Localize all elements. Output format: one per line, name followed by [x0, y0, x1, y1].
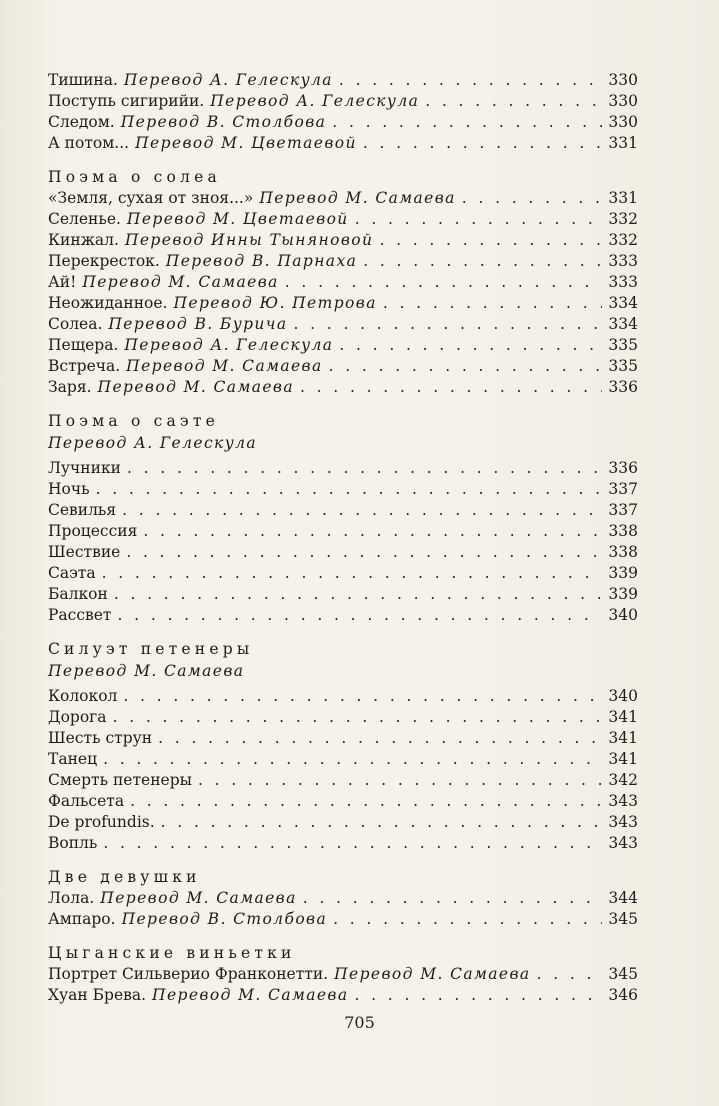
dot-leader: [102, 563, 602, 584]
entry-page: 337: [608, 501, 638, 519]
entry-page: 336: [608, 459, 638, 477]
toc-entry: [48, 985, 638, 1006]
toc-entry: [48, 314, 638, 335]
toc-entry: [48, 230, 638, 251]
toc-entry: [48, 335, 638, 356]
dot-leader: [329, 356, 602, 377]
entry-page: 340: [608, 687, 638, 705]
entry-page: 337: [608, 480, 638, 498]
entry-title: Процессия: [48, 522, 138, 540]
section-heading: Две девушки: [48, 868, 201, 886]
entry-title: Смерть петенеры: [48, 771, 192, 789]
entry-title: Неожиданное.: [48, 294, 168, 312]
entry-translator: Перевод М. Самаева: [152, 986, 349, 1004]
dot-leader: [103, 833, 602, 854]
toc-entry: [48, 356, 638, 377]
section-gap: [48, 398, 638, 406]
entry-page: 330: [608, 71, 638, 89]
entry-page: 330: [608, 92, 638, 110]
entry-page: 341: [608, 729, 638, 747]
dot-leader: [379, 230, 602, 251]
entry-title: Лучники: [48, 459, 121, 477]
section-gap: [48, 930, 638, 938]
entry-page: 332: [608, 231, 638, 249]
section-translator: Перевод А. Гелескула: [48, 434, 257, 452]
dot-leader: [158, 728, 602, 749]
dot-leader: [143, 521, 602, 542]
entry-translator: Перевод В. Бурича: [108, 315, 288, 333]
entry-page: 331: [608, 189, 638, 207]
entry-translator: Перевод М. Самаева: [100, 889, 297, 907]
dot-leader: [113, 707, 602, 728]
dot-leader: [294, 314, 603, 335]
entry-translator: Перевод М. Самаева: [126, 357, 323, 375]
page-number: 705: [344, 1013, 375, 1032]
entry-title: Севилья: [48, 501, 117, 519]
dot-leader: [103, 749, 602, 770]
entry-title: Ай!: [48, 273, 77, 291]
entry-translator: Перевод В. Столбова: [121, 910, 328, 928]
entry-page: 335: [608, 336, 638, 354]
entry-title: Перекресток.: [48, 252, 160, 270]
dot-leader: [161, 812, 602, 833]
dot-leader: [355, 985, 603, 1006]
toc-entry: [48, 791, 638, 812]
toc-entry: [48, 707, 638, 728]
dot-leader: [96, 479, 602, 500]
entry-translator: Перевод М. Самаева: [259, 189, 456, 207]
entry-page: 332: [608, 210, 638, 228]
dot-leader: [114, 584, 602, 605]
toc-entry: [48, 251, 638, 272]
toc-entry: [48, 542, 638, 563]
entry-title: Лола.: [48, 889, 95, 907]
entry-title: Кинжал.: [48, 231, 119, 249]
entry-title: А потом...: [48, 134, 130, 152]
entry-title: Танец: [48, 750, 98, 768]
section-gap: [48, 154, 638, 162]
toc-entry: [48, 563, 638, 584]
entry-title: Встреча.: [48, 357, 121, 375]
entry-title: De profundis.: [48, 813, 155, 831]
toc-entry: [48, 293, 638, 314]
dot-leader: [127, 458, 602, 479]
entry-translator: Перевод А. Гелескула: [124, 336, 334, 354]
entry-page: 346: [608, 986, 638, 1004]
entry-page: 339: [608, 564, 638, 582]
dot-leader: [198, 770, 602, 791]
entry-page: 339: [608, 585, 638, 603]
toc-entry: [48, 479, 638, 500]
toc-entry: [48, 112, 638, 133]
dot-leader: [118, 605, 602, 626]
toc-entry: [48, 812, 638, 833]
section-heading: Силуэт петенеры: [48, 640, 254, 658]
entry-title: Солеа.: [48, 315, 103, 333]
entry-page: 333: [608, 273, 638, 291]
entry-title: Шесть струн: [48, 729, 153, 747]
toc-entry: [48, 833, 638, 854]
toc-entry: [48, 521, 638, 542]
entry-title: Балкон: [48, 585, 108, 603]
toc-entry: [48, 964, 638, 985]
toc-entry: [48, 728, 638, 749]
toc-entry: [48, 909, 638, 930]
toc-entry: [48, 458, 638, 479]
table-of-contents: [48, 70, 638, 1006]
toc-entry: [48, 605, 638, 626]
entry-translator: Перевод М. Самаева: [334, 965, 531, 983]
entry-title: Вопль: [48, 834, 98, 852]
entry-translator: Перевод Инны Тыняновой: [124, 231, 374, 249]
entry-title: Портрет Сильверио Франконетти.: [48, 965, 329, 983]
toc-entry: [48, 888, 638, 909]
toc-entry: [48, 500, 638, 521]
entry-title: Пещера.: [48, 336, 119, 354]
dot-leader: [363, 133, 602, 154]
toc-entry: [48, 70, 638, 91]
dot-leader: [332, 112, 602, 133]
entry-title: Рассвет: [48, 606, 112, 624]
entry-page: 336: [608, 378, 638, 396]
entry-title: Следом.: [48, 113, 115, 131]
entry-page: 344: [608, 889, 638, 907]
entry-title: Поступь сигирийи.: [48, 92, 205, 110]
dot-leader: [355, 209, 602, 230]
dot-leader: [300, 377, 602, 398]
entry-title: Шествие: [48, 543, 121, 561]
entry-translator: Перевод М. Самаева: [97, 378, 294, 396]
dot-leader: [363, 251, 602, 272]
entry-page: 334: [608, 294, 638, 312]
entry-page: 343: [608, 834, 638, 852]
entry-title: Селенье.: [48, 210, 121, 228]
entry-page: 341: [608, 750, 638, 768]
entry-page: 340: [608, 606, 638, 624]
entry-page: 343: [608, 792, 638, 810]
entry-title: Заря.: [48, 378, 92, 396]
dot-leader: [130, 791, 602, 812]
dot-leader: [462, 188, 602, 209]
entry-translator: Перевод В. Парнаха: [165, 252, 358, 270]
entry-page: 335: [608, 357, 638, 375]
section-heading: Поэма о солеа: [48, 168, 221, 186]
entry-page: 333: [608, 252, 638, 270]
entry-title: Колокол: [48, 687, 118, 705]
dot-leader: [122, 500, 602, 521]
entry-title: Саэта: [48, 564, 96, 582]
dot-leader: [333, 909, 602, 930]
section-translator: Перевод М. Самаева: [48, 662, 245, 680]
section-heading: Поэма о саэте: [48, 412, 219, 430]
entry-page: 345: [608, 965, 638, 983]
entry-translator: Перевод М. Цветаевой: [126, 210, 349, 228]
toc-entry: [48, 133, 638, 154]
dot-leader: [285, 272, 602, 293]
entry-title: «Земля, сухая от зноя...»: [48, 189, 254, 207]
toc-entry: [48, 188, 638, 209]
entry-translator: Перевод Ю. Петрова: [173, 294, 377, 312]
dot-leader: [339, 335, 602, 356]
toc-entry: [48, 584, 638, 605]
section-gap: [48, 854, 638, 862]
toc-entry: [48, 770, 638, 791]
entry-translator: Перевод М. Самаева: [82, 273, 279, 291]
toc-entry: [48, 686, 638, 707]
toc-entry: [48, 377, 638, 398]
entry-page: 343: [608, 813, 638, 831]
dot-leader: [383, 293, 602, 314]
entry-page: 345: [608, 910, 638, 928]
toc-entry: [48, 91, 638, 112]
entry-page: 338: [608, 522, 638, 540]
entry-page: 331: [608, 134, 638, 152]
toc-entry: [48, 749, 638, 770]
entry-page: 342: [608, 771, 638, 789]
dot-leader: [303, 888, 602, 909]
dot-leader: [339, 70, 602, 91]
entry-title: Фальсета: [48, 792, 125, 810]
dot-leader: [425, 91, 602, 112]
entry-translator: Перевод А. Гелескула: [123, 71, 333, 89]
section-heading: Цыганские виньетки: [48, 944, 296, 962]
entry-page: 334: [608, 315, 638, 333]
entry-title: Дорога: [48, 708, 107, 726]
entry-translator: Перевод А. Гелескула: [210, 92, 420, 110]
entry-translator: Перевод М. Цветаевой: [135, 134, 357, 152]
entry-title: Тишина.: [48, 71, 118, 89]
toc-entry: [48, 272, 638, 293]
entry-page: 338: [608, 543, 638, 561]
entry-page: 341: [608, 708, 638, 726]
toc-entry: [48, 209, 638, 230]
entry-title: Ампаро.: [48, 910, 116, 928]
entry-page: 330: [608, 113, 638, 131]
dot-leader: [537, 964, 602, 985]
dot-leader: [126, 542, 602, 563]
entry-translator: Перевод В. Столбова: [120, 113, 327, 131]
dot-leader: [123, 686, 602, 707]
entry-title: Ночь: [48, 480, 90, 498]
entry-title: Хуан Брева.: [48, 986, 147, 1004]
section-gap: [48, 626, 638, 634]
